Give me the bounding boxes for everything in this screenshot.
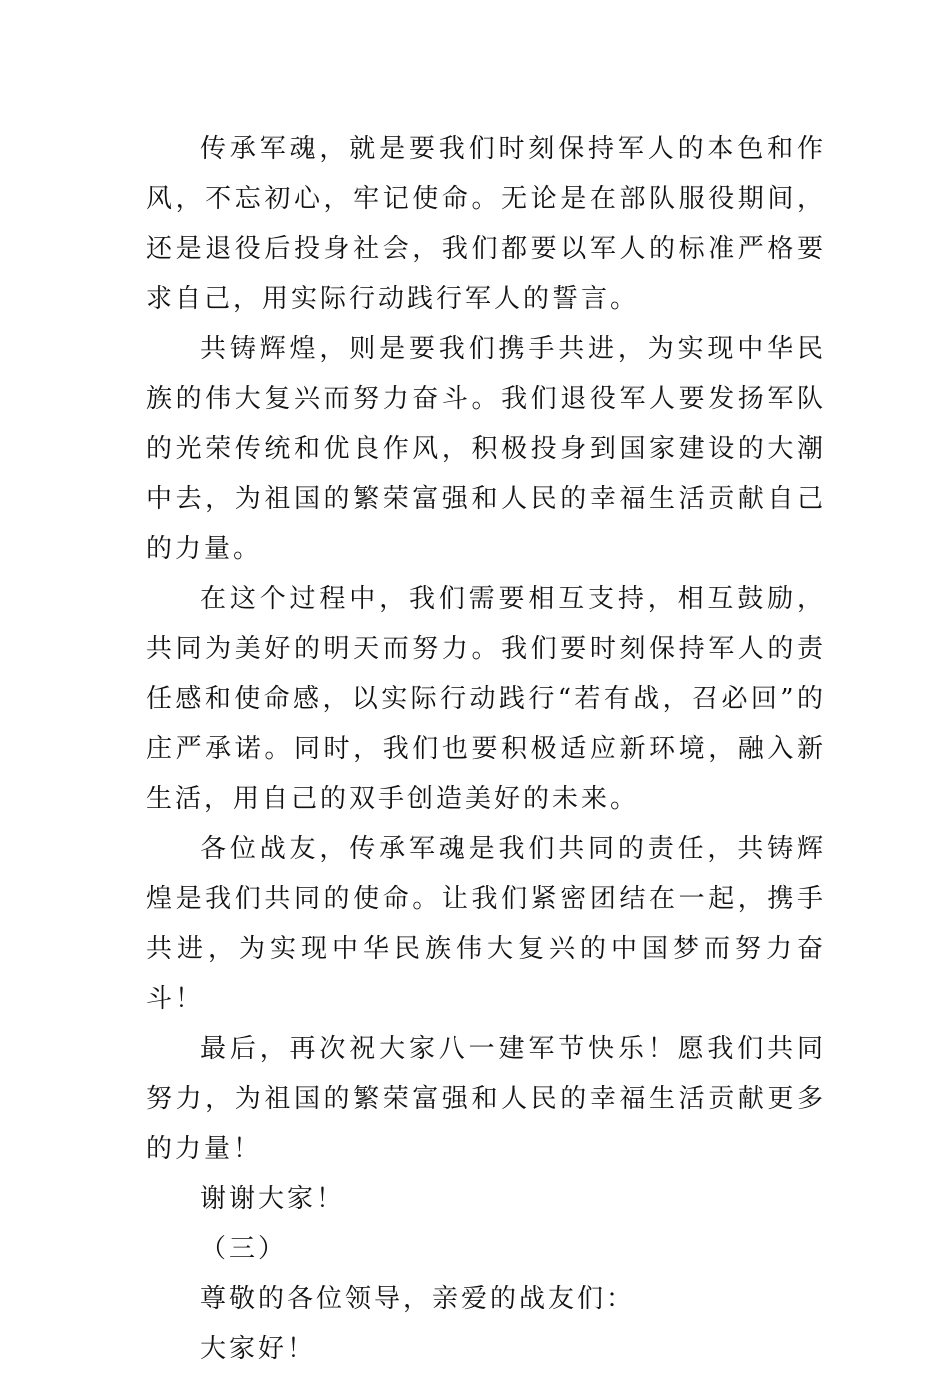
section-heading-three: （三） (200, 1234, 288, 1264)
paragraph-mutual-support: 在这个过程中，我们需要相互支持，相互鼓励，共同为美好的明天而努力。我们要时刻保持军人的责任感和使命感，以实际行动践行“若有战，召必回”的庄严承诺。同时，我们也要积极适应新环境，融入新生活，用自己的双手创造美好的未来。 (146, 584, 826, 814)
document-body (146, 124, 826, 1374)
paragraph-thanks: 谢谢大家！ (200, 1184, 346, 1214)
paragraph-salutation: 尊敬的各位领导，亲爱的战友们： (200, 1284, 636, 1314)
paragraph-closing-wishes: 最后，再次祝大家八一建军节快乐！愿我们共同努力，为祖国的繁荣富强和人民的幸福生活贡献更多的力量！ (146, 1034, 826, 1164)
paragraph-greeting: 大家好！ (200, 1334, 317, 1364)
paragraph-inherit-military-spirit: 传承军魂，就是要我们时刻保持军人的本色和作风，不忘初心，牢记使命。无论是在部队服役期间，还是退役后投身社会，我们都要以军人的标准严格要求自己，用实际行动践行军人的誓言。 (146, 134, 826, 314)
paragraph-comrades-call: 各位战友，传承军魂是我们共同的责任，共铸辉煌是我们共同的使命。让我们紧密团结在一起，携手共进，为实现中华民族伟大复兴的中国梦而努力奋斗！ (146, 834, 826, 1014)
paragraph-create-glory: 共铸辉煌，则是要我们携手共进，为实现中华民族的伟大复兴而努力奋斗。我们退役军人要发扬军队的光荣传统和优良作风，积极投身到国家建设的大潮中去，为祖国的繁荣富强和人民的幸福生活贡献自己的力量。 (146, 334, 826, 564)
